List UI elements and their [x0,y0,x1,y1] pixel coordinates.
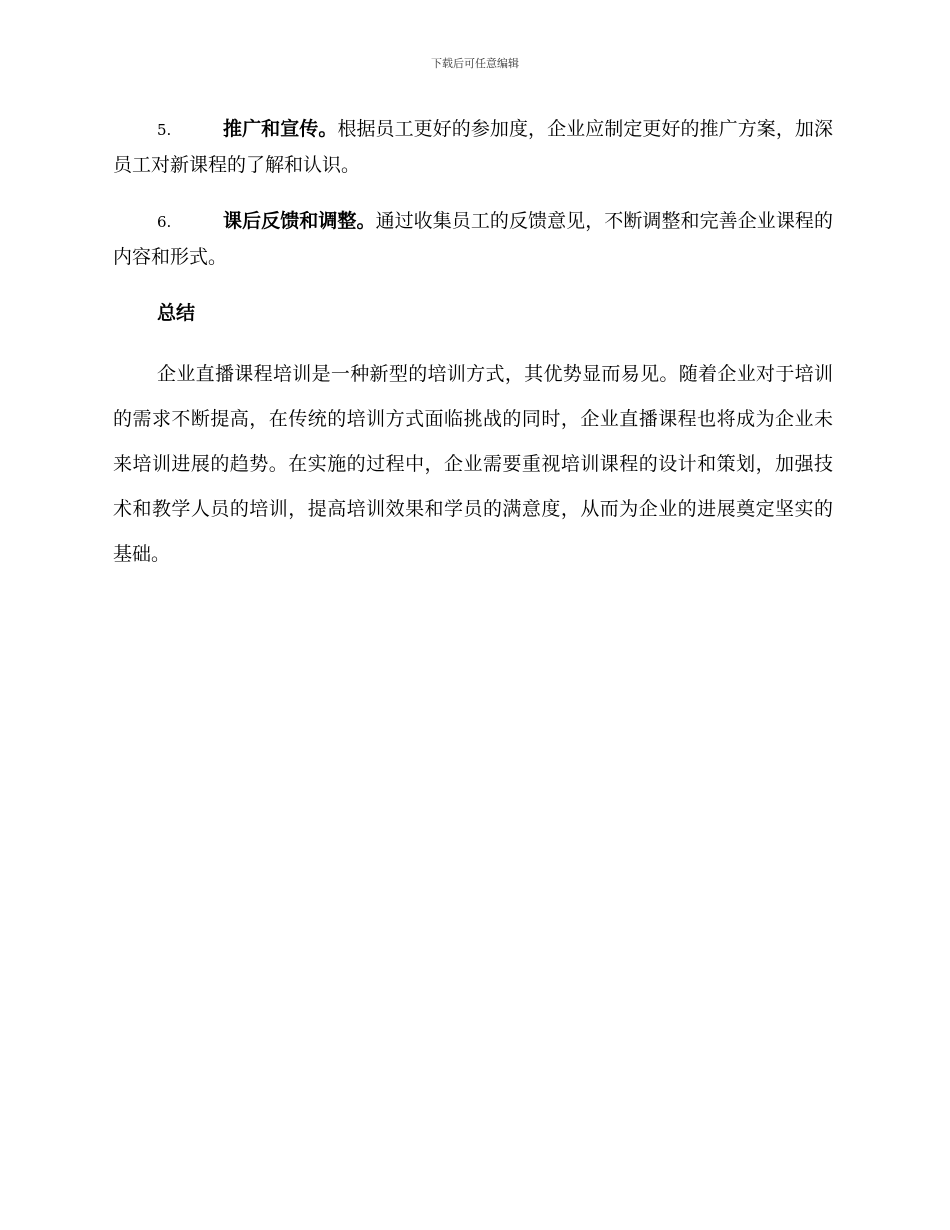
list-item [113,204,833,275]
section-heading: 总结 [157,302,196,324]
document-body [113,112,833,577]
summary-paragraph: 企业直播课程培训是一种新型的培训方式，其优势显而易见。随着企业对于培训的需求不断提高，在传统的培训方式面临挑战的同时，企业直播课程也将成为企业未来培训进展的趋势。在实施的过程中，企业需要重视培训课程的设计和策划，加强技术和教学人员的培训，提高培训效果和学员的满意度，从而为企业的进展奠定坚实的基础。 [113,363,833,565]
list-item-title: 课后反馈和调整。 [223,210,376,232]
header-note: 下载后可任意编辑 [431,57,519,70]
list-item-number: 6. [157,213,172,231]
list-item-number: 5. [157,121,172,139]
list-item-text: 通过收集员工的反馈意见，不断调整和完善企业课程的内容和形式。 [113,210,833,268]
list-item [113,112,833,183]
list-item-text: 根据员工更好的参加度，企业应制定更好的推广方案，加深员工对新课程的了解和认识。 [113,118,833,176]
list-item-title: 推广和宣传。 [223,118,338,140]
